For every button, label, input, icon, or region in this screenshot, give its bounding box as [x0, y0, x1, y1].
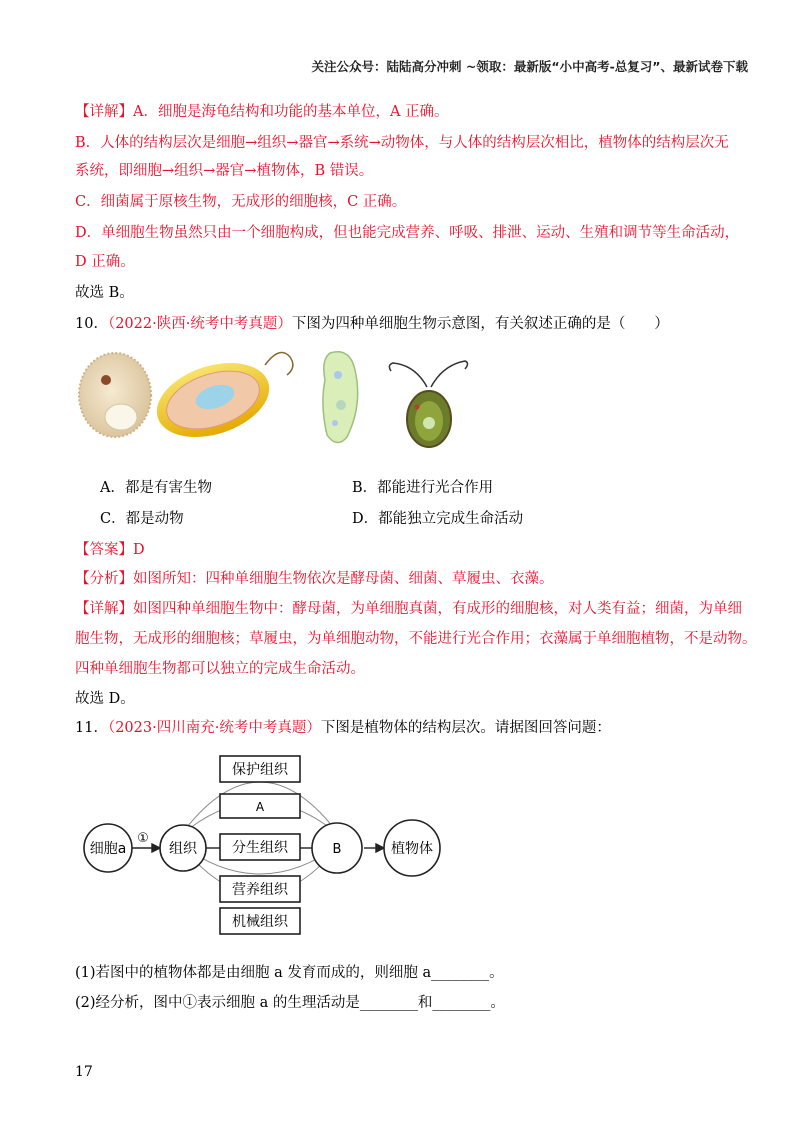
organ-b-label: B — [332, 842, 342, 857]
q10-source: （2022·陕西·统考中考真题） — [107, 316, 292, 332]
q10-conclusion: 故选 D。 — [75, 691, 135, 707]
single-cell-organisms-figure — [75, 345, 495, 450]
organ-b-node — [312, 823, 362, 873]
tissue-boxes — [220, 756, 300, 934]
chlamydomonas-illustration — [389, 361, 467, 447]
q10-option-d: D．都能独立完成生命活动 — [352, 511, 524, 527]
box-meristem-tissue: 分生组织 — [232, 840, 288, 856]
q10-analysis-line: 【分析】如图所知：四种单细胞生物依次是酵母菌、细菌、草履虫、衣藻。 — [75, 571, 554, 587]
q11-stem-line — [75, 716, 611, 737]
box-a: A — [255, 800, 265, 814]
q10-stem-line — [75, 312, 669, 333]
q10-stem: 下图为四种单细胞生物示意图，有关叙述正确的是（ ） — [291, 316, 669, 332]
tissue-node — [160, 825, 206, 871]
q10-answer: D — [133, 542, 145, 558]
page-header: 关注公众号：陆陆高分冲刺 ~领取：最新版“小中高考-总复习”、最新试卷下载 — [311, 59, 748, 74]
paramecium-illustration — [323, 352, 358, 443]
q10-detail-line-3: 四种单细胞生物都可以独立的完成生命活动。 — [75, 661, 365, 677]
q11-subquestion-1: (1)若图中的植物体都是由细胞 a 发育而成的，则细胞 a________。 — [75, 965, 504, 981]
cell-a-label: 细胞a — [89, 841, 127, 857]
answer-tag: 【答案】 — [75, 542, 133, 558]
bacterium-illustration — [147, 350, 293, 450]
prev-answer-line-c: C．细菌属于原核生物，无成形的细胞核，C 正确。 — [75, 194, 407, 210]
analysis-tag: 【分析】 — [75, 571, 133, 587]
step-1-label: ① — [137, 831, 149, 846]
prev-answer-line-b1: B．人体的结构层次是细胞→组织→器官→系统→动物体，与人体的结构层次相比，植物体的结构层次无 — [75, 135, 729, 151]
q10-option-c: C．都是动物 — [100, 511, 184, 527]
yeast-illustration — [79, 353, 151, 437]
prev-answer-line-a: 【详解】A．细胞是海龟结构和功能的基本单位，A 正确。 — [75, 104, 449, 120]
tissue-label: 组织 — [169, 841, 197, 857]
q10-number: 10． — [75, 316, 108, 332]
detail-tag: 【详解】 — [75, 104, 133, 120]
q10-detail-line-2: 胞生物，无成形的细胞核；草履虫，为单细胞动物，不能进行光合作用；衣藻属于单细胞植物，不是动物。 — [75, 631, 757, 647]
plant-structure-diagram — [80, 748, 450, 938]
q11-subquestion-2: (2)经分析，图中①表示细胞 a 的生理活动是________和________。 — [75, 995, 505, 1011]
plant-label: 植物体 — [391, 841, 433, 857]
prev-answer-line-b2: 系统，即细胞→组织→器官→植物体，B 错误。 — [75, 163, 374, 179]
plant-node — [384, 820, 440, 876]
prev-answer-line-d2: D 正确。 — [75, 254, 135, 270]
q10-option-b: B．都能进行光合作用 — [352, 480, 494, 496]
box-nutrient-tissue: 营养组织 — [232, 882, 288, 898]
q11-stem: 下图是植物体的结构层次。请据图回答问题： — [320, 720, 611, 736]
q10-answer-line — [75, 538, 145, 559]
prev-answer-line-d1: D．单细胞生物虽然只由一个细胞构成，但也能完成营养、呼吸、排泄、运动、生殖和调节等生命活动， — [75, 225, 740, 241]
cell-a-node — [84, 824, 132, 872]
box-protective-tissue: 保护组织 — [232, 762, 288, 778]
q10-option-a: A．都是有害生物 — [100, 480, 212, 496]
q11-number: 11． — [75, 720, 108, 736]
detail-tag: 【详解】 — [75, 601, 133, 617]
prev-answer-conclusion: 故选 B。 — [75, 285, 134, 301]
page-number: 17 — [75, 1064, 93, 1080]
q11-source: （2023·四川南充·统考中考真题） — [107, 720, 321, 736]
q10-detail-line-1: 【详解】如图四种单细胞生物中：酵母菌，为单细胞真菌，有成形的细胞核，对人类有益；细菌，为单细 — [75, 601, 742, 617]
box-mechanical-tissue: 机械组织 — [232, 914, 288, 930]
